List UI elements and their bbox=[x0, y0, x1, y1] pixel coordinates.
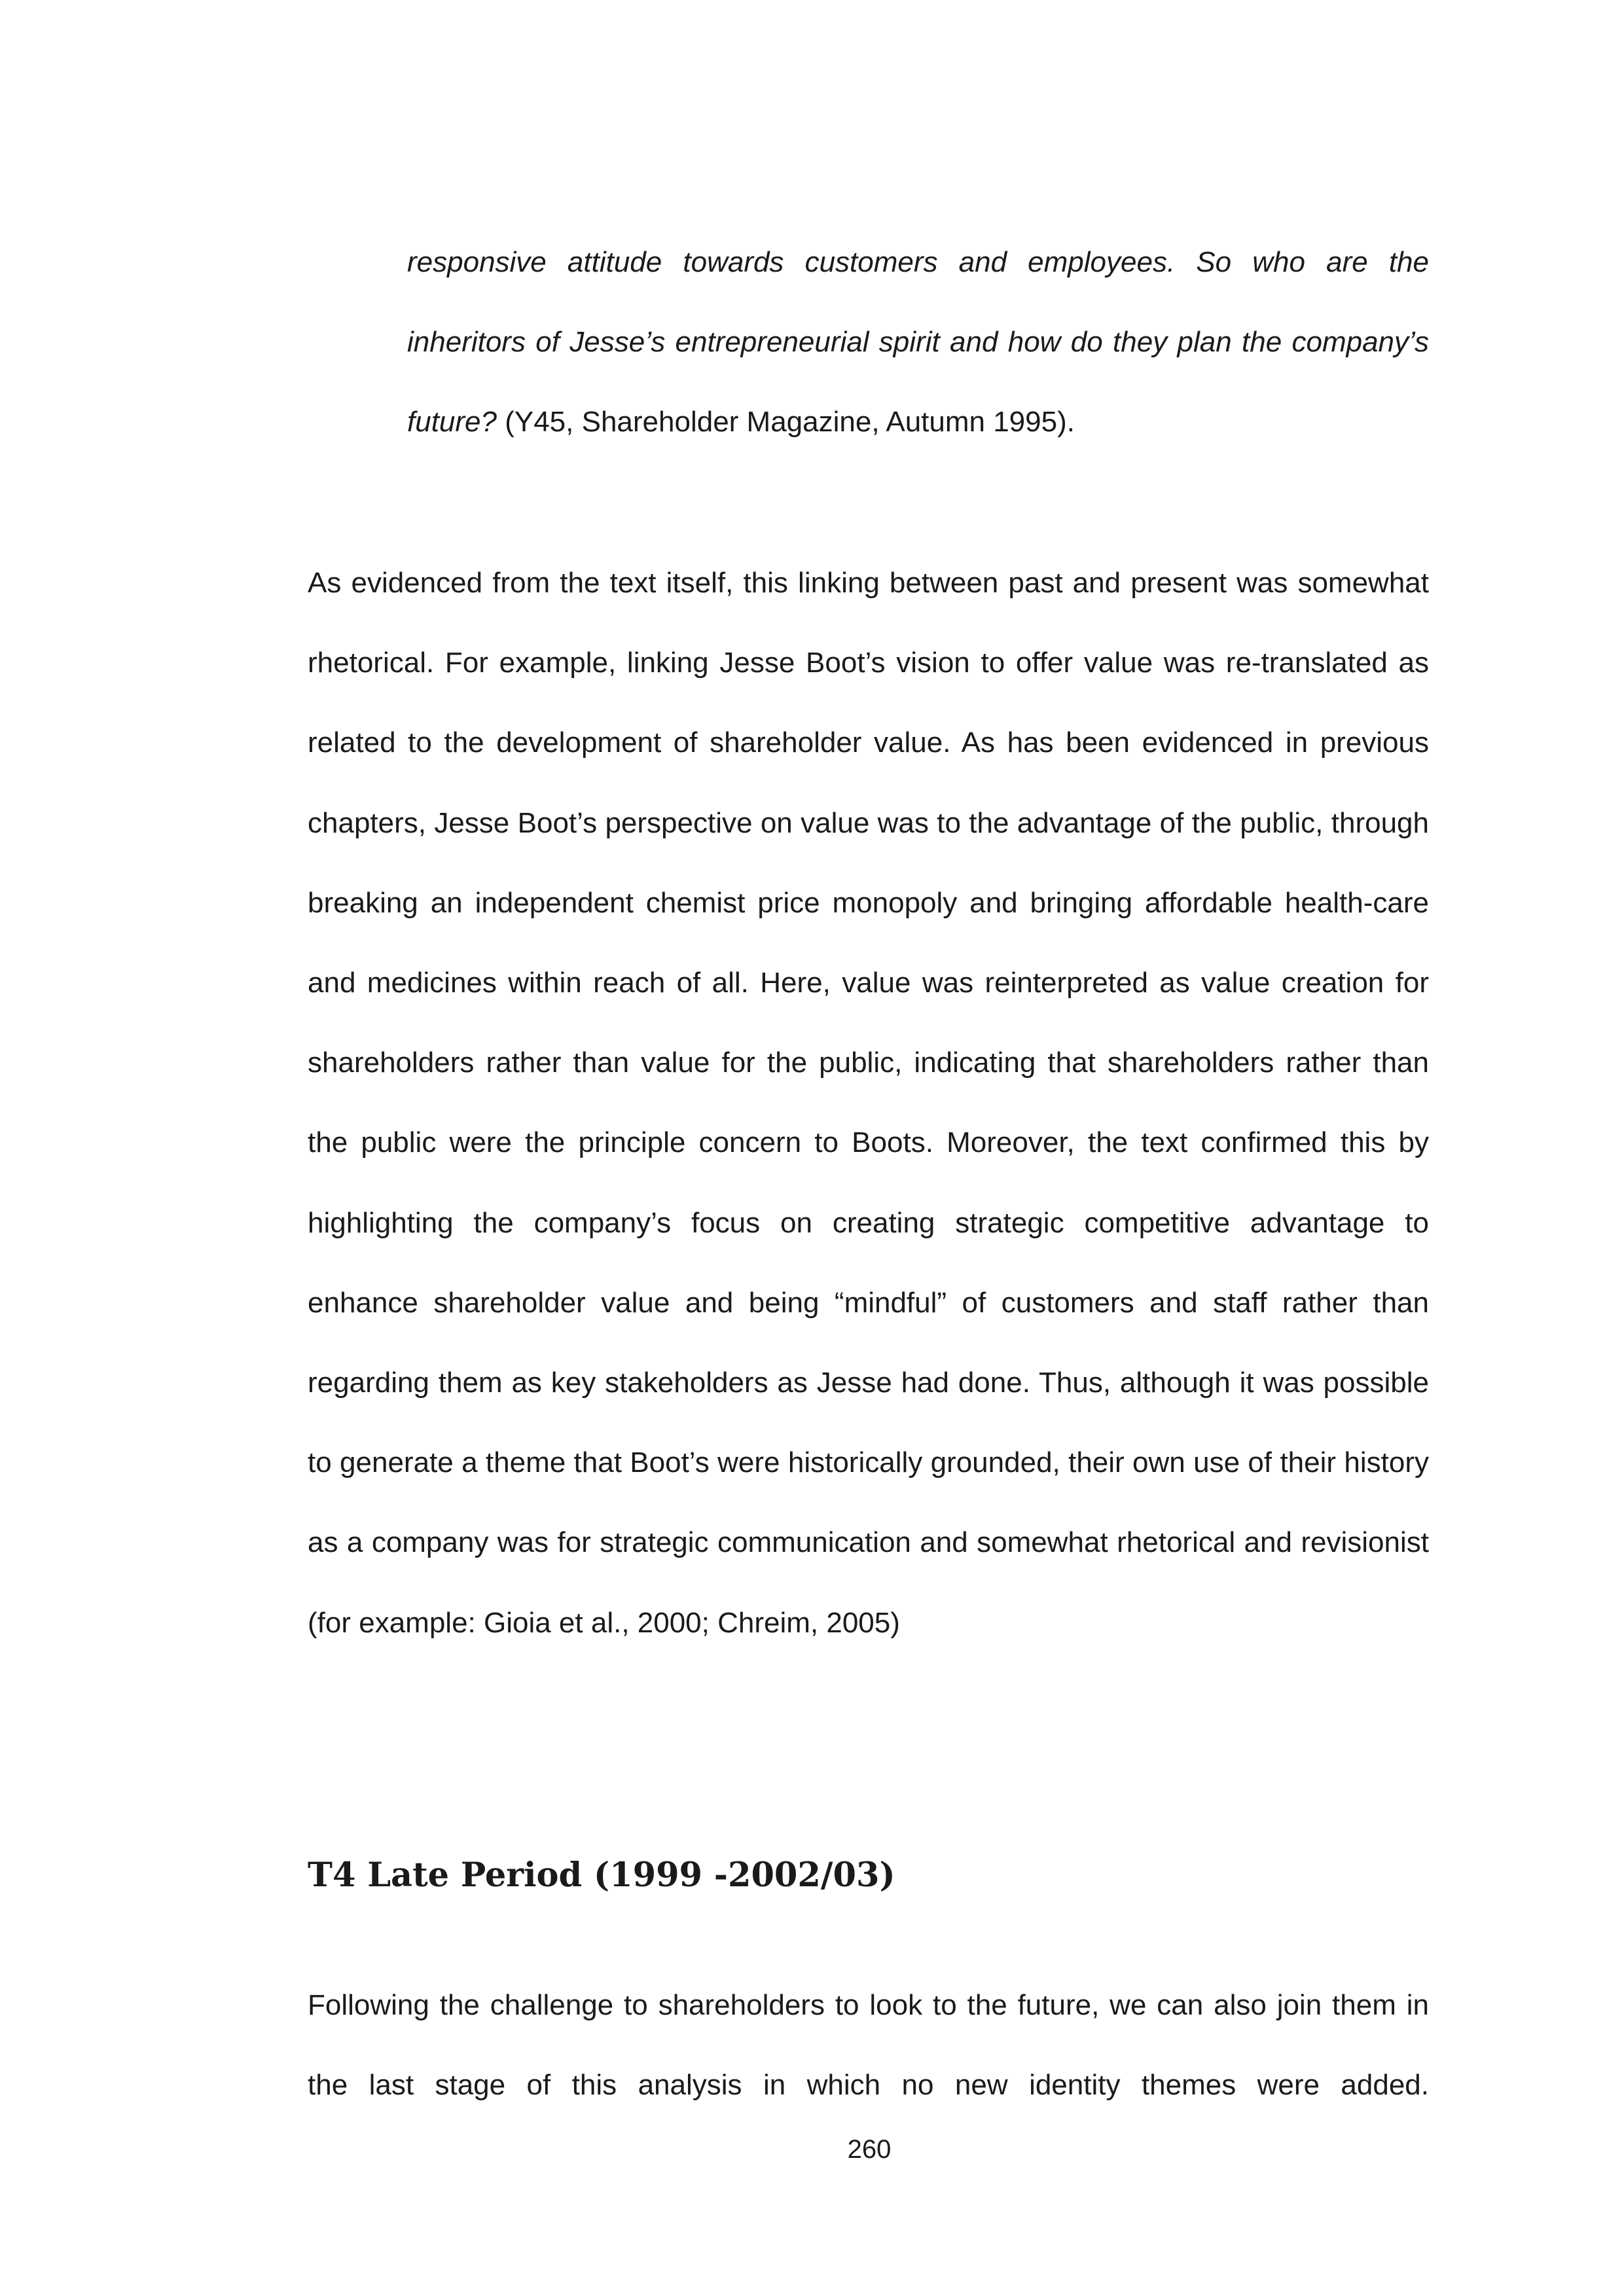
block-quote bbox=[407, 223, 1429, 462]
quote-citation: (Y45, Shareholder Magazine, Autumn 1995). bbox=[496, 406, 1075, 438]
quote-text: responsive attitude towards customers and employees. So who are the inheritors of Jesse’s entrepreneurial spirit and how do they plan the company’s future? bbox=[407, 246, 1429, 438]
body-paragraph-continued: Following the challenge to shareholders to look to the future, we can also join them in the last stage of this analysis in which no new identity themes were added. bbox=[308, 1989, 1429, 2101]
body-paragraph: As evidenced from the text itself, this linking between past and present was somewhat rhetorical. For example, linking Jesse Boot’s vision to offer value was re-translated as related to the development of shareholder value. As has been evidenced in previous chapters, Jesse Boot’s perspective on value was to the advantage of the public, through breaking an independent chemist price monopoly and bringing affordable health-care and medicines within reach of all. Here, value was reinterpreted as value creation for shareholders rather than value for the public, indicating that shareholders rather than the public were the principle concern to Boots. Moreover, the text confirmed this by highlighting the company’s focus on creating strategic competitive advantage to enhance shareholder value and being “mindful” of customers and staff rather than regarding them as key stakeholders as Jesse had done. Thus, although it was possible to generate a theme that Boot’s were historically grounded, their own use of their history as a company was for strategic communication and somewhat rhetorical and revisionist (for example: Gioia et al., 2000; Chreim, 2005) bbox=[308, 567, 1429, 1639]
section-heading: T4 Late Period (1999 -2002/03) bbox=[308, 1856, 895, 1895]
page-number: 260 bbox=[847, 2135, 892, 2164]
